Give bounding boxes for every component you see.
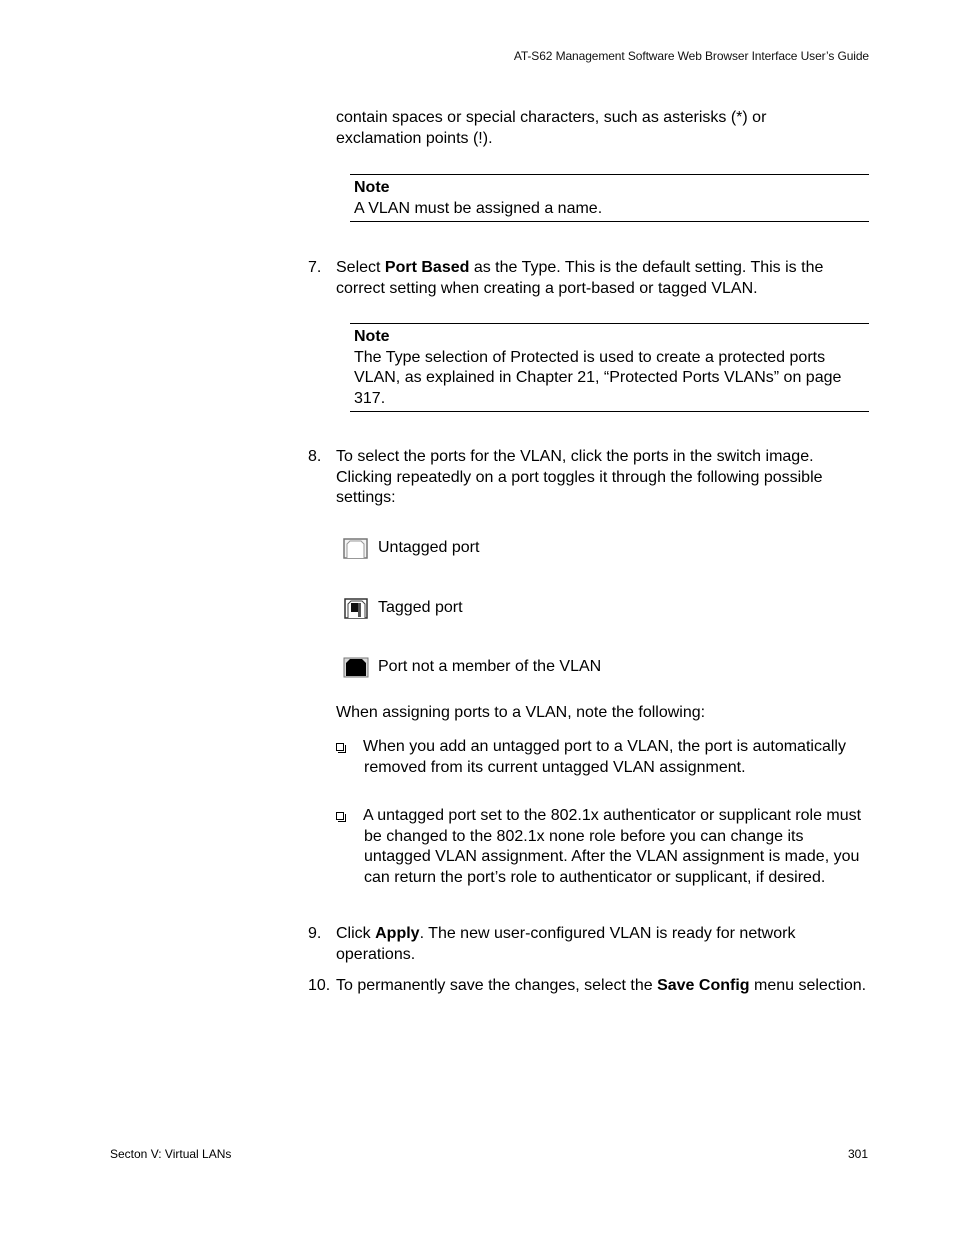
step-text-post: menu selection. [749, 977, 867, 994]
intro-line-2: exclamation points (!). [336, 129, 493, 147]
bullet-item-1 [336, 737, 868, 778]
note-box-2 [350, 323, 869, 412]
step-number: 8. [308, 448, 322, 465]
step-number: 7. [308, 259, 322, 276]
step-10 [308, 976, 868, 997]
page-number: 301 [847, 1147, 868, 1161]
footer-section: Secton V: Virtual LANs [110, 1147, 232, 1161]
apply-label: Apply [375, 925, 420, 942]
step-text [336, 976, 868, 997]
tagged-port-icon [343, 598, 367, 618]
legend-label: Tagged port [378, 599, 463, 616]
note-title: Note [354, 328, 390, 345]
step-text: To select the ports for the VLAN, click the ports in the switch image. Clicking repeatedly on a port toggles it through the following possible settings: [336, 448, 823, 506]
step-text-pre: To permanently save the changes, select the [336, 977, 658, 994]
legend-label: Port not a member of the VLAN [378, 658, 602, 675]
port-based-label: Port Based [384, 259, 470, 276]
save-config-label: Save Config [657, 977, 750, 994]
non-member-port-icon [343, 657, 367, 677]
checkbox-bullet-icon [336, 812, 344, 820]
assign-intro: When assigning ports to a VLAN, note the following: [336, 704, 706, 721]
running-header: AT-S62 Management Software Web Browser Interface User’s Guide [513, 49, 869, 63]
note-box-1 [350, 174, 869, 222]
checkbox-bullet-icon [336, 743, 344, 751]
step-text [336, 924, 868, 965]
untagged-port-icon [343, 538, 367, 558]
step-9 [308, 924, 868, 965]
step-number: 9. [308, 925, 322, 942]
step-text [336, 258, 868, 299]
step-number: 10. [308, 977, 331, 994]
step-text-pre: Select [336, 259, 385, 276]
intro-line-1: contain spaces or special characters, such as asterisks (*) or [336, 109, 767, 126]
legend-label: Untagged port [378, 539, 480, 556]
step-text-post: as the Type. This is the default setting. This is the correct setting when creating a port-based or tagged VLAN. [336, 259, 824, 297]
step-text-post: . The new user-configured VLAN is ready for network operations. [336, 925, 796, 963]
bullet-text: A untagged port set to the 802.1x authenticator or supplicant role must be changed to the 802.1x none role before you can change its untagged VLAN assignment. After the VLAN assignment is made, you can return the port’s role to authenticator or supplicant, if desired. [363, 807, 862, 886]
step-8 [308, 447, 868, 509]
intro-paragraph [336, 108, 868, 149]
step-7 [308, 258, 868, 299]
bullet-item-2 [336, 806, 868, 888]
note-text: The Type selection of Protected is used to create a protected ports VLAN, as explained in Chapter 21, “Protected Ports VLANs” on page 317. [354, 348, 842, 407]
step-text-pre: Click [336, 925, 376, 942]
bullet-text: When you add an untagged port to a VLAN, the port is automatically removed from its current untagged VLAN assignment. [363, 738, 846, 776]
note-title: Note [354, 179, 390, 196]
note-text: A VLAN must be assigned a name. [354, 199, 603, 217]
